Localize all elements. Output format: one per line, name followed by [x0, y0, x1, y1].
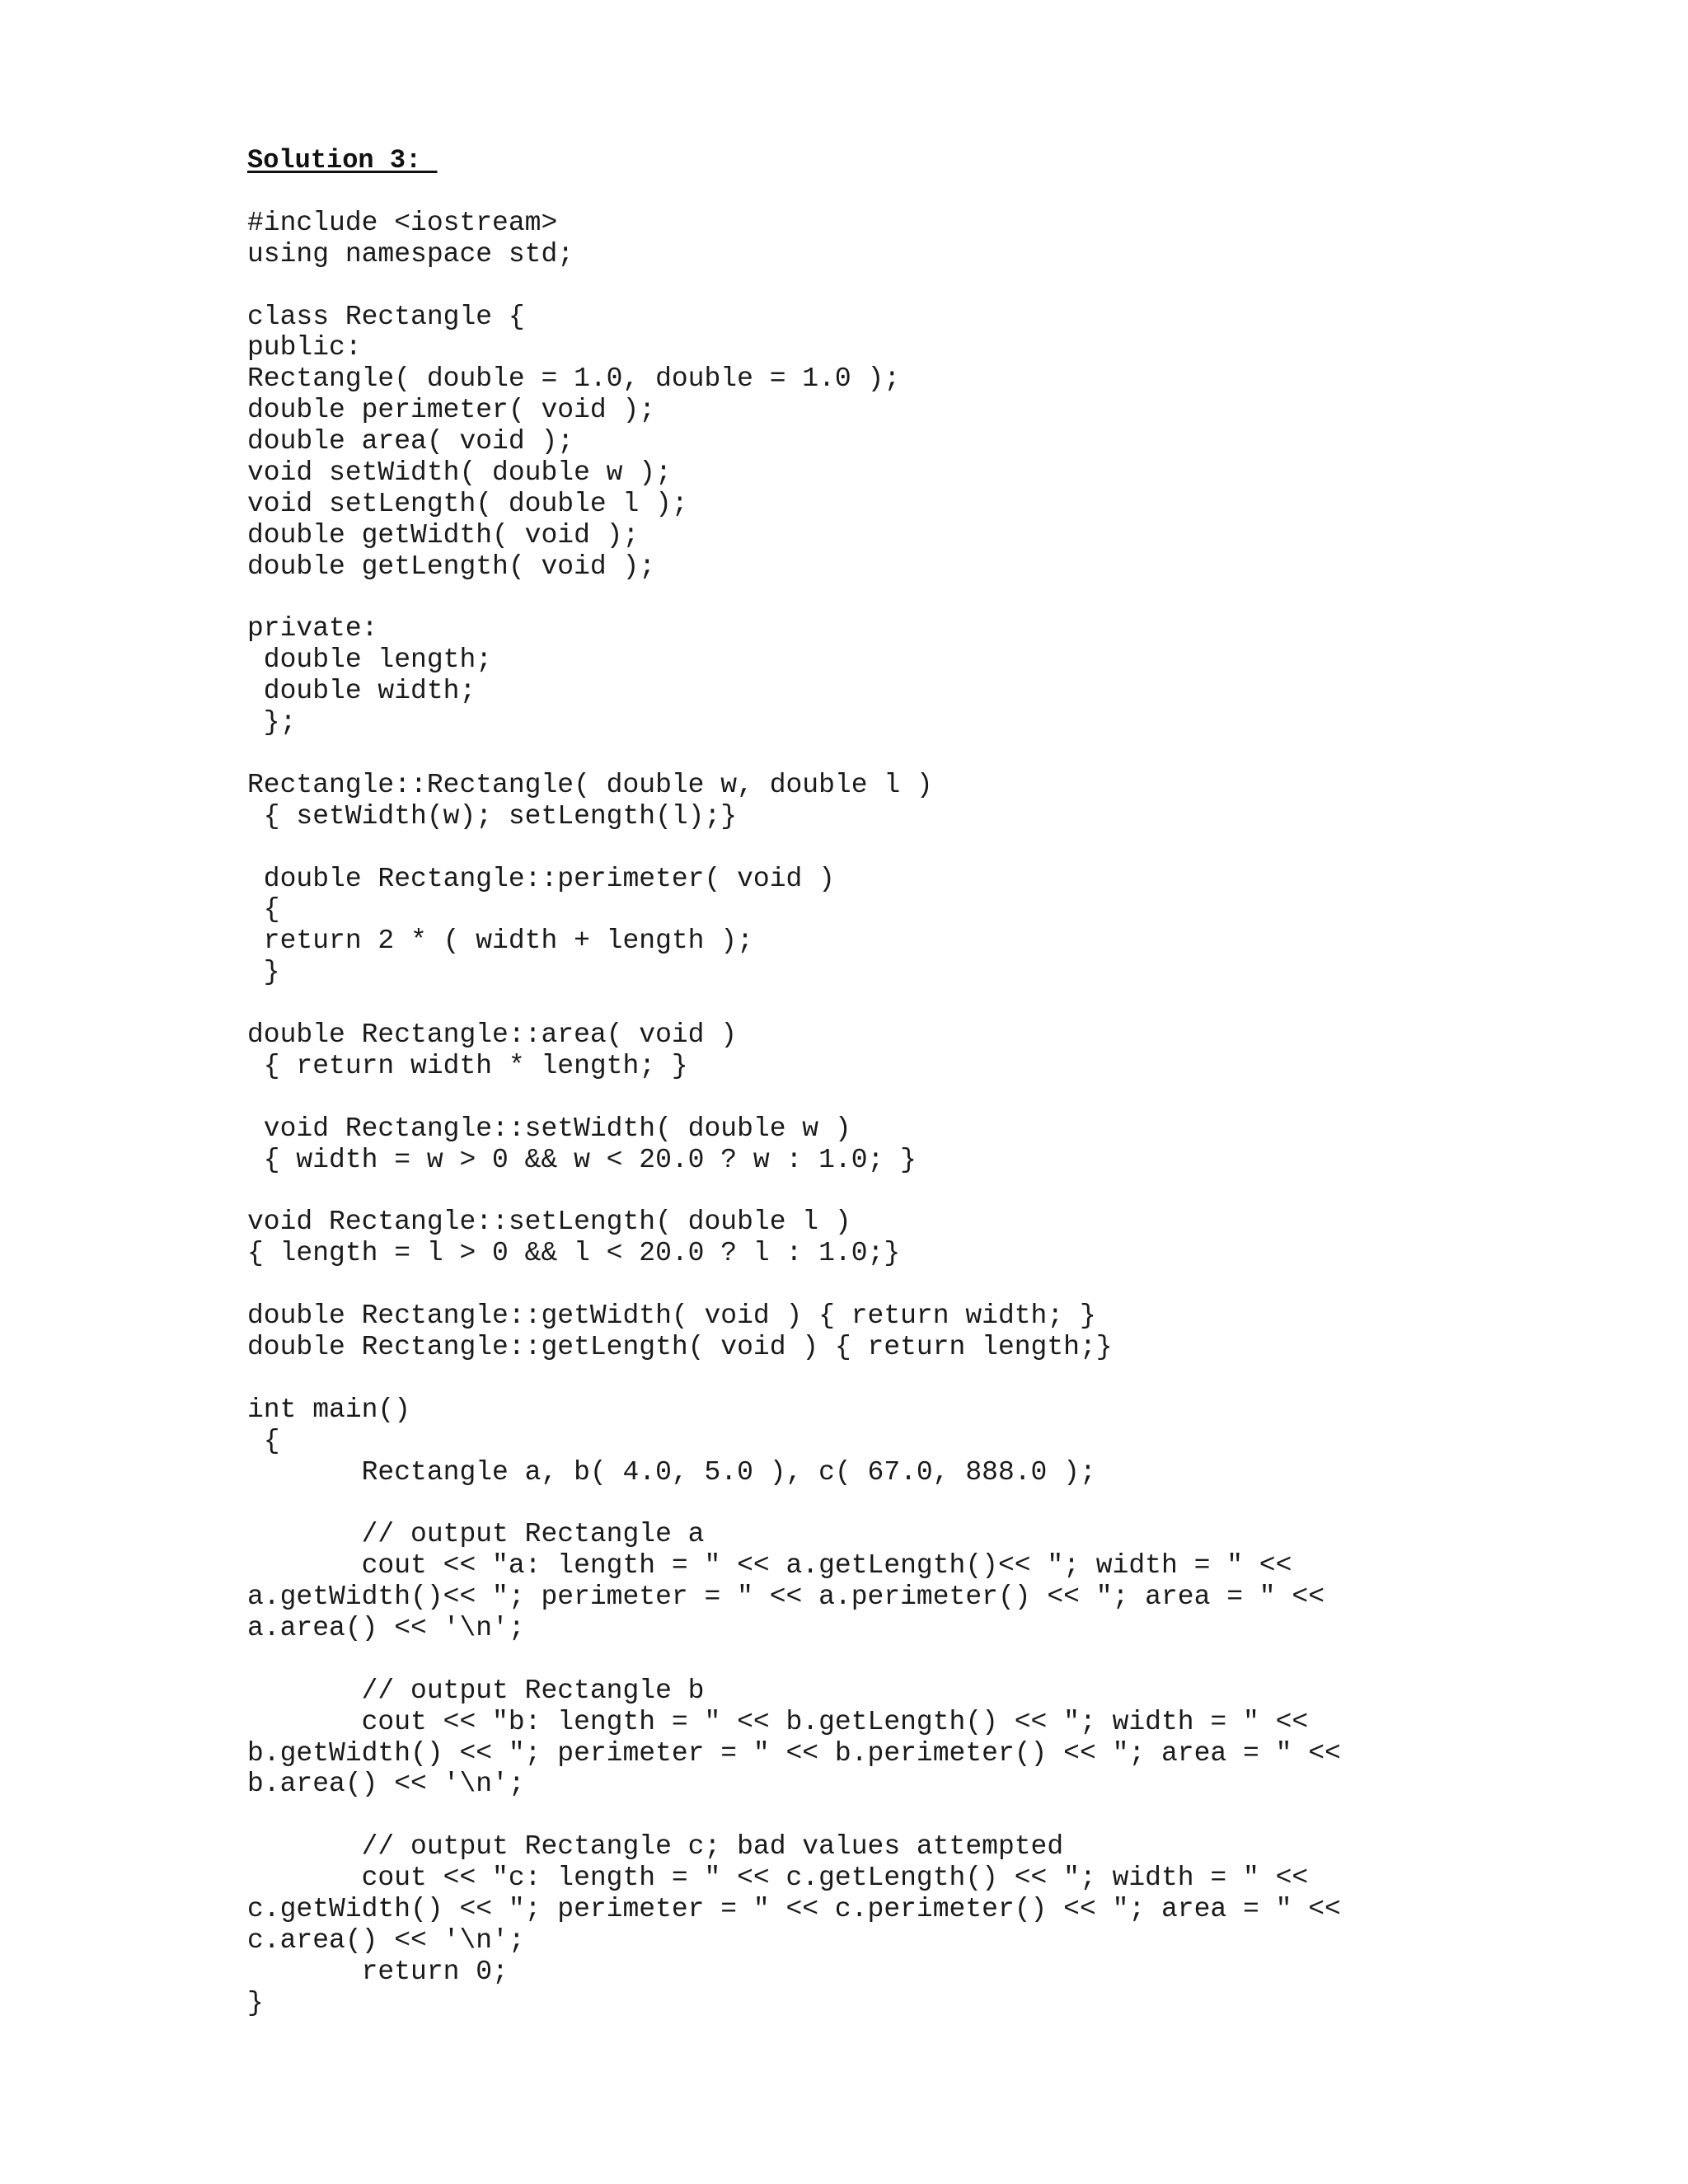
code-line [247, 176, 1648, 208]
code-line [247, 1082, 1648, 1113]
solution-heading: Solution 3: [247, 145, 438, 176]
code-listing [247, 176, 1648, 2019]
code-line: return 0; [247, 1956, 509, 1987]
code-line: a.area() << '\n'; [247, 1612, 525, 1643]
code-line: double getWidth( void ); [247, 519, 640, 551]
code-line: Rectangle( double = 1.0, double = 1.0 ); [247, 363, 901, 395]
code-line [247, 832, 1648, 864]
code-line: { return width * length; } [247, 1050, 688, 1081]
code-line: cout << "a: length = " << a.getLength()<< "; width = " << [247, 1550, 1292, 1582]
code-line: #include <iostream> [247, 207, 558, 238]
code-line: // output Rectangle a [247, 1519, 705, 1550]
code-line [247, 1269, 1648, 1301]
code-line [247, 1644, 1648, 1675]
code-line: void Rectangle::setLength( double l ) [247, 1207, 851, 1238]
code-line: c.area() << '\n'; [247, 1924, 525, 1956]
code-line: b.area() << '\n'; [247, 1769, 525, 1800]
code-line: // output Rectangle c; bad values attempted [247, 1831, 1064, 1863]
code-line: b.getWidth() << "; perimeter = " << b.perimeter() << "; area = " << [247, 1737, 1341, 1769]
code-line: c.getWidth() << "; perimeter = " << c.perimeter() << "; area = " << [247, 1893, 1341, 1924]
code-line: { [247, 1425, 280, 1456]
code-line [247, 1800, 1648, 1831]
code-line: private: [247, 613, 378, 644]
code-line: double getLength( void ); [247, 551, 656, 582]
code-line: double Rectangle::getWidth( void ) { return width; } [247, 1301, 1096, 1332]
code-line: // output Rectangle b [247, 1675, 705, 1706]
code-line: int main() [247, 1394, 411, 1425]
code-line: }; [247, 707, 297, 738]
code-line: Rectangle::Rectangle( double w, double l ) [247, 769, 933, 800]
code-line: a.getWidth()<< "; perimeter = " << a.perimeter() << "; area = " << [247, 1582, 1325, 1613]
code-line: double length; [247, 644, 493, 676]
code-line: double Rectangle::perimeter( void ) [247, 863, 835, 894]
code-line: { width = w > 0 && w < 20.0 ? w : 1.0; } [247, 1144, 917, 1175]
code-line: double Rectangle::area( void ) [247, 1019, 738, 1051]
code-line: void Rectangle::setWidth( double w ) [247, 1113, 851, 1144]
code-line: cout << "b: length = " << b.getLength() << "; width = " << [247, 1706, 1309, 1737]
document-content [247, 145, 1648, 2019]
code-line: { setWidth(w); setLength(l);} [247, 800, 738, 832]
code-line [247, 270, 1648, 302]
code-line [247, 583, 1648, 614]
code-line: { length = l > 0 && l < 20.0 ? l : 1.0;} [247, 1238, 901, 1269]
code-line: void setWidth( double w ); [247, 457, 672, 489]
code-line: double area( void ); [247, 426, 574, 457]
code-line [247, 1176, 1648, 1207]
code-line: class Rectangle { [247, 301, 525, 332]
code-line [247, 1363, 1648, 1394]
code-line: void setLength( double l ); [247, 488, 688, 519]
code-line: Rectangle a, b( 4.0, 5.0 ), c( 67.0, 888.0 ); [247, 1456, 1096, 1488]
code-line: cout << "c: length = " << c.getLength() << "; width = " << [247, 1863, 1309, 1894]
code-line: public: [247, 332, 362, 363]
code-line: } [247, 1987, 264, 2018]
code-line [247, 1488, 1648, 1519]
code-line: using namespace std; [247, 238, 574, 269]
code-line: { [247, 894, 280, 926]
code-line: double perimeter( void ); [247, 395, 656, 426]
code-line: double Rectangle::getLength( void ) { return length;} [247, 1331, 1113, 1362]
code-line: return 2 * ( width + length ); [247, 926, 753, 957]
code-line [247, 988, 1648, 1019]
code-line: double width; [247, 676, 476, 707]
code-line: } [247, 957, 280, 988]
code-line [247, 738, 1648, 770]
